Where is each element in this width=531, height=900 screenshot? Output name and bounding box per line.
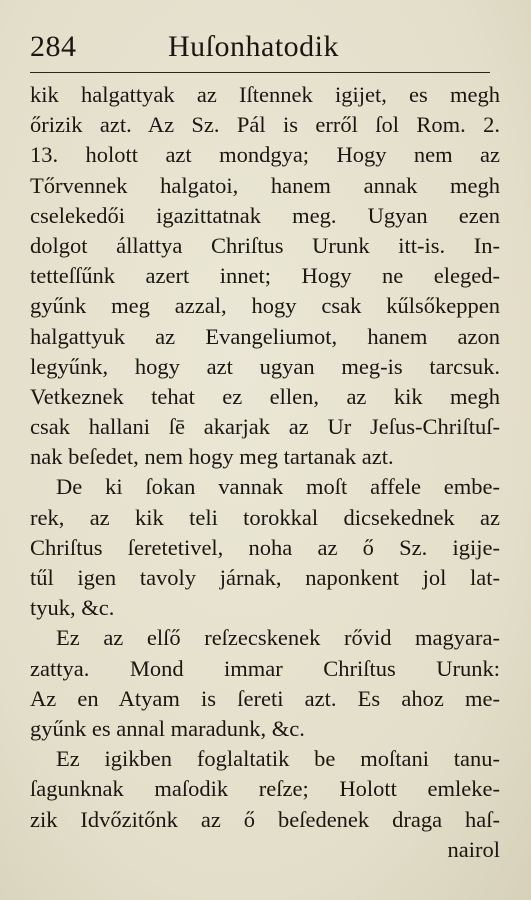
text-line: Ez igikben foglaltatik be moſtani tanu- [56,746,500,772]
text-line: Tőrvennek halgatoi, hanem annak megh [30,172,500,198]
text-line: Chriſtus ſeretetivel, noha az ő Sz. igije- [30,534,500,560]
text-line: nak beſedet, nem hogy meg tartanak azt. [30,444,394,470]
text-line: halgattyuk az Evangeliumot, hanem azon [30,323,500,349]
text-line: De ki ſokan vannak moſt affele embe- [56,474,500,500]
text-line: rek, az kik teli torokkal dicsekednek az [30,504,500,530]
text-line: csak hallani ſē akarjak az Ur Jeſus-Chriſtuſ- [30,414,500,440]
body-text [30,80,500,865]
text-line: zattya. Mond immar Chriſtus Urunk: [30,655,500,681]
text-line: Ez az elſő reſzecskenek rővid magyara- [56,625,500,651]
text-line: nairol [447,836,500,862]
text-line: gyűnk es annal maradunk, &c. [30,715,305,741]
text-line: dolgot állattya Chriſtus Urunk itt-is. In- [30,232,500,258]
text-line: cselekedői igazittatnak meg. Ugyan ezen [30,202,500,228]
text-line: legyűnk, hogy azt ugyan meg-is tarcsuk. [30,353,500,379]
text-line: tyuk, &c. [30,595,115,621]
running-head: Huſonhatodik [168,30,339,63]
page-number: 284 [30,30,77,63]
header-rule [30,72,490,73]
text-line: tetteſſűnk azert innet; Hogy ne eleged- [30,263,500,289]
text-line: Vetkeznek tehat ez ellen, az kik megh [30,383,500,409]
text-line: őrizik azt. Az Sz. Pál is erről ſol Rom. 2. [30,112,500,138]
text-line: tűl igen tavoly járnak, naponkent jol lat- [30,565,500,590]
text-line: zik Idvőzitőnk az ő beſedenek draga haſ- [30,806,500,832]
page-header [28,30,498,70]
text-line: Az en Atyam is ſereti azt. Es ahoz me- [30,685,500,711]
text-line: gyűnk meg azzal, hogy csak kűlsőkeppen [30,293,500,319]
text-line: ſagunknak maſodik reſze; Holott emleke- [30,776,500,802]
text-line: 13. holott azt mondgya; Hogy nem az [30,142,500,168]
text-line: kik halgattyak az Iſtennek igijet, es megh [30,82,500,107]
